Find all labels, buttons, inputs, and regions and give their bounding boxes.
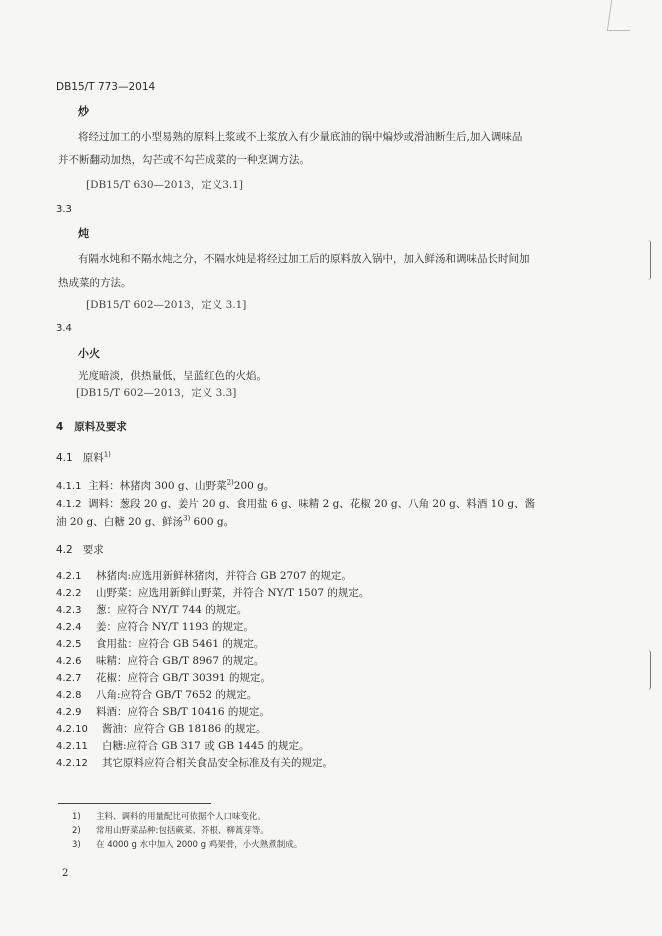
- requirement-item: 4.2.4 姜：应符合 NY/T 1193 的规定。: [56, 621, 254, 633]
- scan-margin-mark: [648, 650, 651, 690]
- definition-line: 并不断翻动加热，勾芒或不勾芒成菜的一种烹调方法。: [58, 154, 310, 166]
- section-title: 原料及要求: [74, 421, 127, 433]
- section-number: 4.2: [56, 544, 73, 556]
- item-number: 4.1.2: [56, 499, 82, 510]
- section-number: 4: [56, 421, 64, 433]
- document-id-header: DB15/T 773—2014: [56, 81, 156, 93]
- term-low-heat: 小火: [78, 347, 100, 360]
- requirement-item: 4.2.11 白糖:应符合 GB 317 或 GB 1445 的规定。: [56, 740, 310, 752]
- item-4-1-2: [56, 497, 535, 512]
- scan-margin-mark: [648, 240, 651, 280]
- source-reference: [DB15/T 602—2013，定义 3.3]: [76, 387, 237, 399]
- item-text: 200 g。: [233, 480, 275, 492]
- requirement-item: 4.2.6 味精：应符合 GB/T 8967 的规定。: [56, 655, 265, 667]
- footnote-ref: 1): [103, 450, 111, 459]
- section-4-1-heading: [56, 451, 111, 465]
- term-stir-fry: 炒: [78, 105, 89, 118]
- requirement-item: 4.2.9 料酒：应符合 SB/T 10416 的规定。: [56, 706, 270, 718]
- footnote-item: 2) 常用山野菜品种:包括蕨菜、芥根、柳蒿芽等。: [72, 826, 269, 836]
- section-number: 3.4: [56, 323, 72, 334]
- page-corner-fold: [607, 0, 634, 31]
- item-text: 600 g。: [190, 516, 235, 528]
- source-reference: [DB15/T 602—2013，定义 3.1]: [86, 299, 247, 311]
- page-number: 2: [62, 868, 69, 879]
- requirement-item: 4.2.1 林猪肉:应选用新鲜林猪肉，并符合 GB 2707 的规定。: [56, 570, 352, 582]
- item-number: 4.1.1: [56, 481, 82, 492]
- footnote-item: 1) 主料、调料的用量配比可依据个人口味变化。: [72, 812, 267, 822]
- section-4-2-heading: [56, 543, 104, 557]
- requirement-item: 4.2.5 食用盐：应符合 GB 5461 的规定。: [56, 638, 265, 650]
- item-4-1-1: [56, 479, 274, 494]
- item-text: 调料：葱段 20 g、姜片 20 g、食用盐 6 g、味精 2 g、花椒 20 g、八角 20 g、料酒 10 g、酱: [88, 498, 536, 510]
- source-reference: [DB15/T 630—2013，定义3.1]: [86, 179, 244, 191]
- definition-line: 热成菜的方法。: [58, 277, 132, 289]
- section-title: 原料: [82, 452, 104, 464]
- section-4-heading: [56, 420, 127, 434]
- item-text: 油 20 g、白糖 20 g、鲜汤: [56, 516, 184, 528]
- footnote-item: 3) 在 4000 g 水中加入 2000 g 鸡架骨，小火熟煮制成。: [72, 840, 303, 850]
- requirement-item: 4.2.8 八角:应符合 GB/T 7652 的规定。: [56, 689, 258, 701]
- requirement-item: 4.2.10 酱油：应符合 GB 18186 的规定。: [56, 723, 267, 735]
- item-text: 主料：林猪肉 300 g、山野菜: [88, 480, 227, 492]
- requirement-item: 4.2.2 山野菜：应选用新鲜山野菜，并符合 NY/T 1507 的规定。: [56, 587, 370, 599]
- footnote-separator: [58, 803, 211, 804]
- section-title: 要求: [82, 544, 104, 556]
- term-stew: 炖: [78, 227, 89, 240]
- requirement-item: 4.2.3 葱：应符合 NY/T 744 的规定。: [56, 604, 248, 616]
- requirement-item: 4.2.12 其它原料应符合相关食品安全标准及有关的规定。: [56, 757, 333, 769]
- definition-line: 光度暗淡，供热量低，呈蓝红色的火焰。: [78, 370, 267, 382]
- section-number: 4.1: [56, 452, 73, 464]
- section-number: 3.3: [56, 204, 72, 215]
- footnote-ref: 3): [183, 514, 191, 523]
- definition-line: 有隔水炖和不隔水炖之分，不隔水炖是将经过加工后的原料放入锅中，加入鲜汤和调味品长时间加: [78, 253, 530, 265]
- footnote-ref: 2): [226, 478, 234, 487]
- definition-line: 将经过加工的小型易熟的原料上浆或不上浆放入有少量底油的锅中煸炒或滑油断生后,加入调味品: [78, 131, 523, 143]
- item-4-1-2-cont: [56, 515, 234, 529]
- requirement-item: 4.2.7 花椒：应符合 GB/T 30391 的规定。: [56, 672, 272, 684]
